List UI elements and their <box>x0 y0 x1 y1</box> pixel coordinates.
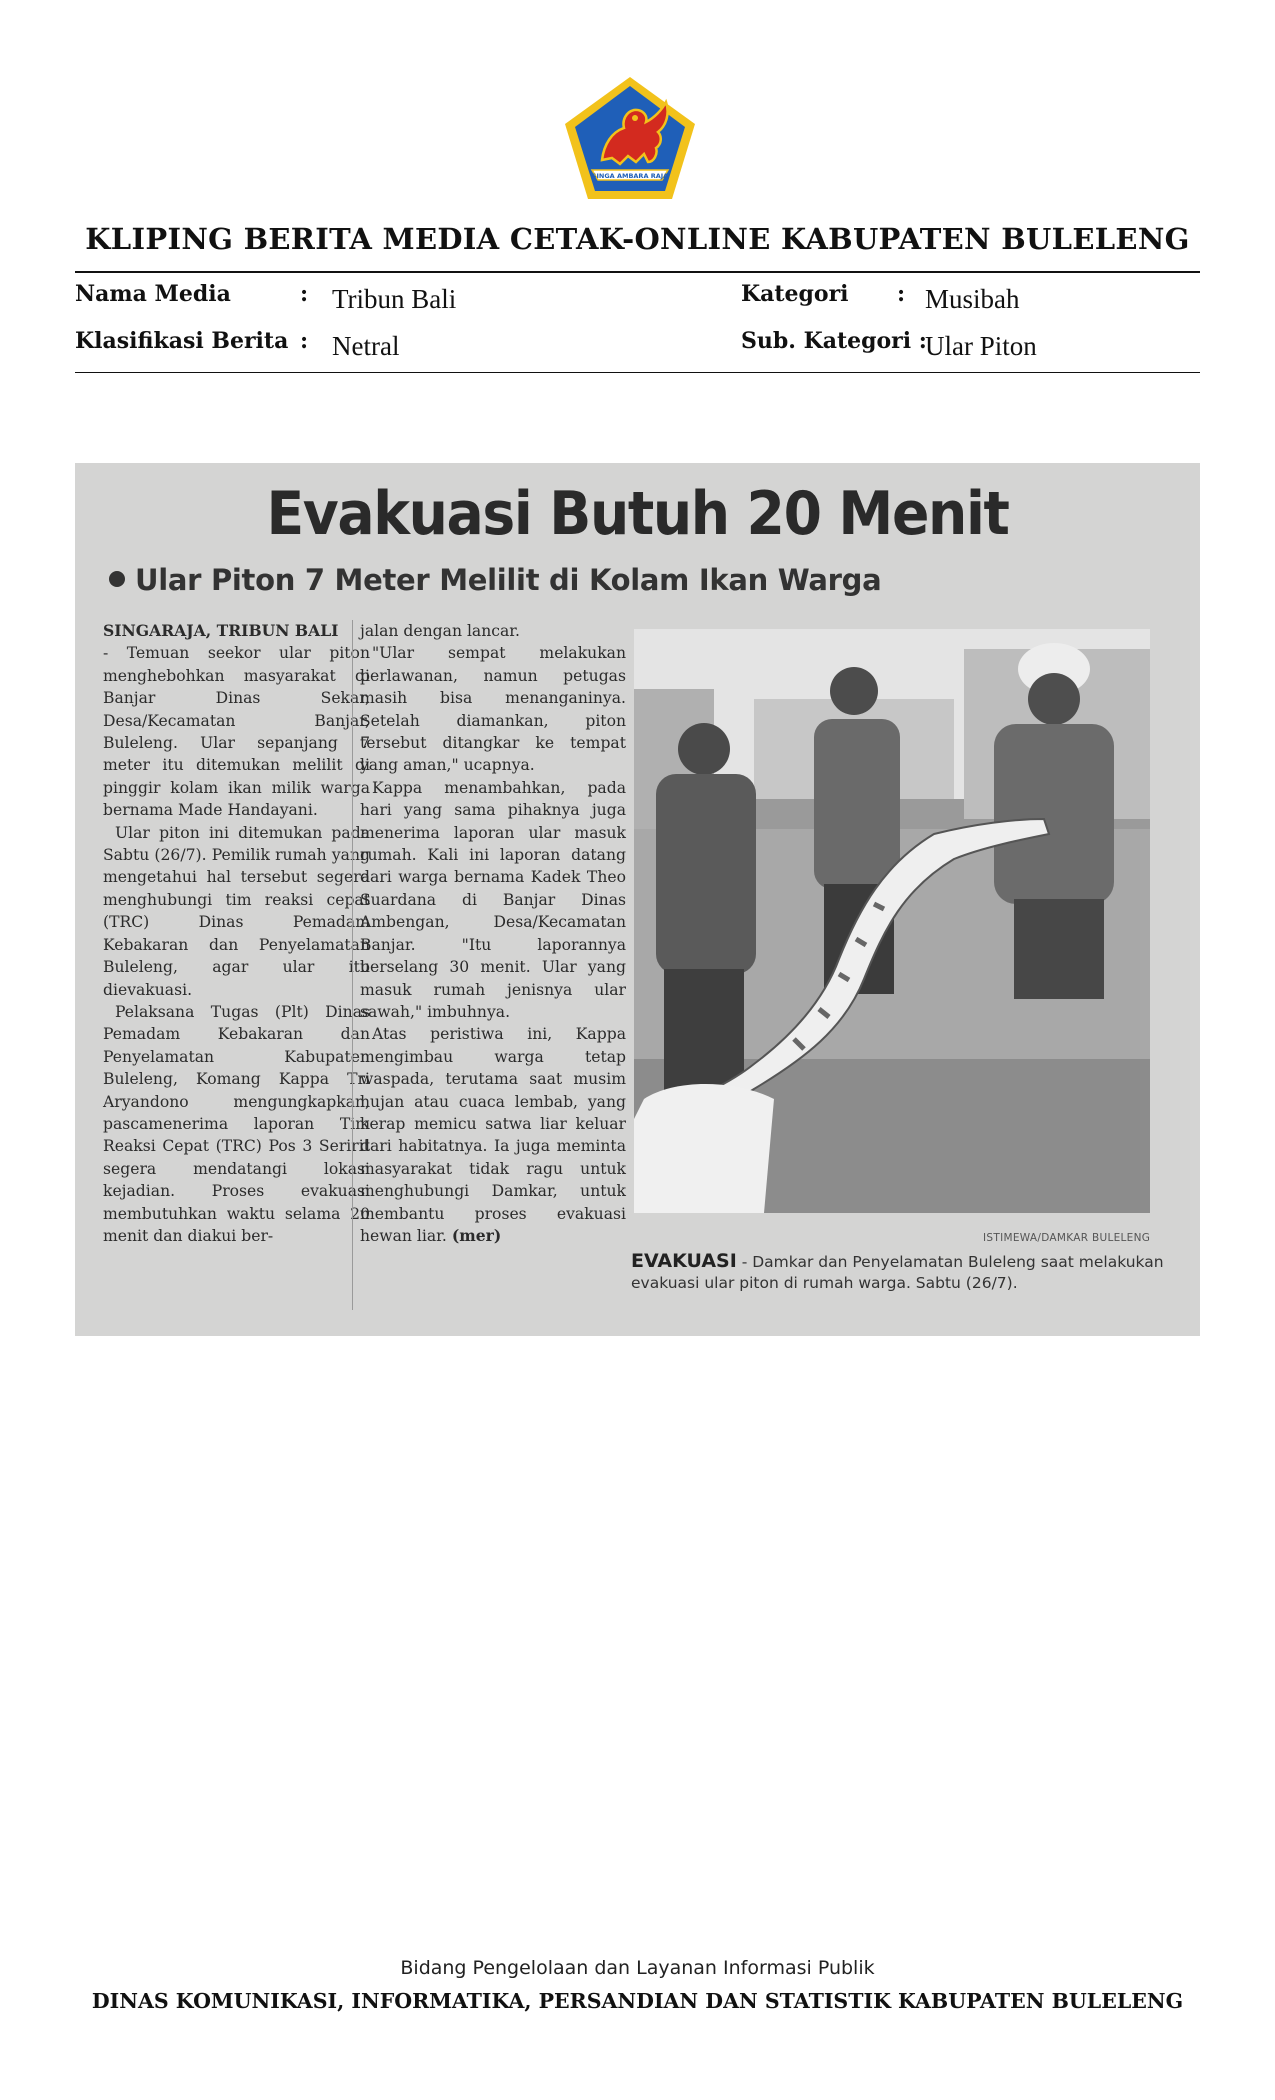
article-column-2 <box>360 620 626 1247</box>
article-paragraph: - Temuan seekor ular piton menghebohkan masyarakat di Banjar Dinas Sekar, Desa/Kecamatan Banjar, Buleleng. Ular sepanjang 7 meter itu ditemukan melilit di pinggir kolam ikan milik warga bernama Made Handayani. <box>103 644 370 820</box>
caption-text: - Damkar dan Penyelamatan Buleleng saat melakukan evakuasi ular piton di rumah warga. Sabtu (26/7). <box>631 1253 1164 1292</box>
article-paragraph: "Ular sempat melakukan perlawanan, namun petugas masih bisa menanganinya. Setelah diamankan, piton tersebut ditangkar ke tempat yang aman," ucapnya. <box>360 644 626 775</box>
column-divider <box>352 620 353 1310</box>
footer-agency: DINAS KOMUNIKASI, INFORMATIKA, PERSANDIAN DAN STATISTIK KABUPATEN BULELENG <box>91 1989 1184 2013</box>
caption-heading: EVAKUASI <box>631 1250 737 1272</box>
regency-logo <box>562 74 698 202</box>
article-paragraph-text: Atas peristiwa ini, Kappa mengimbau warga tetap waspada, terutama saat musim hujan atau cuaca lembab, yang kerap memicu satwa liar keluar dari habitatnya. Ia juga meminta masyarakat tidak ragu untuk menghubungi Damkar, untuk membantu proses evakuasi hewan liar. <box>360 1025 626 1245</box>
article-paragraph <box>103 620 370 642</box>
nama-media-label: Nama Media <box>75 281 231 307</box>
header-divider-bottom <box>75 372 1200 373</box>
article-headline: Evakuasi Butuh 20 Menit <box>266 479 1009 549</box>
newspaper-clipping <box>75 463 1200 1336</box>
article-paragraph: Ular piton ini ditemukan pada Sabtu (26/7). Pemilik rumah yang mengetahui hal tersebut segera menghubungi tim reaksi cepat (TRC) Dinas Pemadam Kebakaran dan Penyelamatan Buleleng, agar ular itu dievakuasi. <box>103 823 370 999</box>
kategori-label: Kategori <box>741 281 849 307</box>
kategori-colon: : <box>897 281 906 307</box>
news-photo <box>634 629 1150 1213</box>
klasifikasi-label: Klasifikasi Berita <box>75 328 289 354</box>
photo-caption <box>631 1251 1171 1294</box>
nama-media-value: Tribun Bali <box>332 284 457 314</box>
article-paragraph: jalan dengan lancar. <box>360 622 521 640</box>
article-subheadline <box>109 563 881 597</box>
klasifikasi-value: Netral <box>332 331 400 361</box>
photo-credit: ISTIMEWA/DAMKAR BULELENG <box>983 1232 1151 1244</box>
bullet-icon <box>109 571 125 587</box>
sub-kategori-value: Ular Piton <box>925 331 1037 361</box>
article-paragraph: Kappa menambahkan, pada hari yang sama pihaknya juga menerima laporan ular masuk rumah. Kali ini laporan datang dari warga bernama Kadek Theo Suardana di Banjar Dinas Ambengan, Desa/Kecamatan Banjar. "Itu laporannya berselang 30 menit. Ular yang masuk rumah jenisnya ular sawah," imbuhnya. <box>360 778 626 1021</box>
header-divider-top <box>75 271 1200 273</box>
author-initials: (mer) <box>451 1225 502 1245</box>
logo-motto: SINGA AMBARA RAJA <box>591 172 669 180</box>
article-paragraph: Pelaksana Tugas (Plt) Dinas Pemadam Kebakaran dan Penyelamatan Kabupaten Buleleng, Komang Kappa Tri Aryandono mengungkapkan, pascamenerima laporan Tim Reaksi Cepat (TRC) Pos 3 Seririt segera mendatangi lokasi kejadian. Proses evakuasi membutuhkan waktu selama 20 menit dan diakui ber- <box>103 1002 370 1245</box>
footer-division: Bidang Pengelolaan dan Layanan Informasi Publik <box>400 1957 875 1979</box>
article-column-1 <box>103 620 370 1247</box>
article-paragraph <box>360 1023 626 1247</box>
kategori-value: Musibah <box>925 284 1020 314</box>
nama-media-colon: : <box>300 281 309 307</box>
klasifikasi-colon: : <box>300 328 309 354</box>
subheadline-text: Ular Piton 7 Meter Melilit di Kolam Ikan Warga <box>135 563 882 597</box>
document-title: KLIPING BERITA MEDIA CETAK-ONLINE KABUPATEN BULELENG <box>85 222 1190 256</box>
sub-kategori-label: Sub. Kategori : <box>741 328 927 354</box>
article-dateline: SINGARAJA, TRIBUN BALI <box>103 621 339 640</box>
